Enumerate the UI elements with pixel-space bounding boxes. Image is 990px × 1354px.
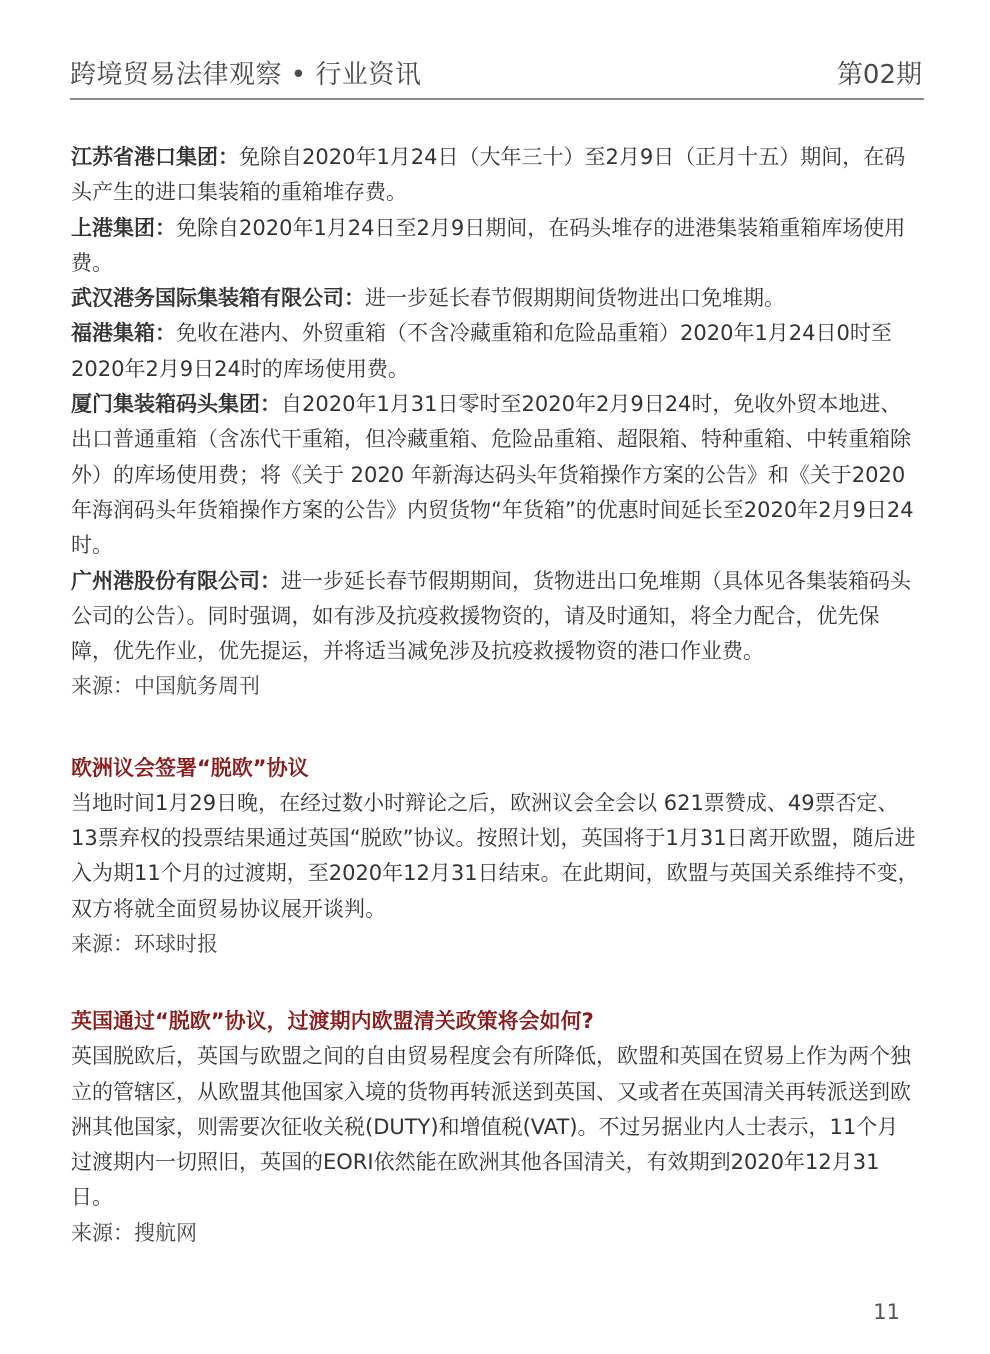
page-header bbox=[70, 52, 924, 100]
source-line: 来源：中国航务周刊 bbox=[71, 674, 260, 699]
separator: ： bbox=[155, 321, 176, 346]
separator: ： bbox=[260, 568, 281, 593]
source-line: 来源：搜航网 bbox=[71, 1220, 197, 1245]
port-detail: 免收在港内、外贸重箱（不含冷藏重箱和危险品重箱）2020年1月24日0时至2020年2月9日24时的库场使用费。 bbox=[71, 321, 892, 381]
article-uk-customs bbox=[71, 1003, 919, 1251]
article-title: 英国通过“脱欧”协议，过渡期内欧盟清关政策将会如何? bbox=[71, 1009, 594, 1034]
article-title: 欧洲议会签署“脱欧”协议 bbox=[71, 755, 309, 780]
port-item-guangzhou bbox=[71, 564, 919, 670]
article-body: 英国脱欧后，英国与欧盟之间的自由贸易程度会有所降低，欧盟和英国在贸易上作为两个独立的管辖区，从欧盟其他国家入境的货物再转派送到英国、又或者在英国清关再转派送到欧洲其他国家，则需要次征收关税(DUTY)和增值税(VAT)。不过另据业内人士表示，11个月过渡期内一切照旧，英国的EORI依然能在欧洲其他各国清关，有效期到2020年12月31 日。 bbox=[71, 1044, 911, 1210]
port-item-jiangsu bbox=[71, 140, 919, 211]
port-name: 武汉港务国际集装箱有限公司 bbox=[71, 286, 344, 311]
port-item-xiamen bbox=[71, 387, 919, 563]
source-line: 来源：环球时报 bbox=[71, 931, 218, 956]
port-name: 上港集团 bbox=[71, 215, 155, 240]
article-eu-parliament bbox=[71, 750, 919, 962]
port-name: 福港集箱 bbox=[71, 321, 155, 346]
issue-number: 第02期 bbox=[836, 60, 922, 90]
separator: ： bbox=[155, 215, 176, 240]
port-detail: 进一步延长春节假期期间货物进出口免堆期。 bbox=[365, 286, 785, 311]
port-item-fugang bbox=[71, 316, 919, 387]
port-detail: 自2020年1月31日零时至2020年2月9日24时，免收外贸本地进、出口普通重箱（含冻代干重箱，但冷藏重箱、危险品重箱、超限箱、特种重箱、中转重箱除外）的库场使用费；将《关于 2020 年新海达码头年货箱操作方案的公告》和《关于2020年海润码头年货箱操作方案的公告》内贸货物“年货箱”的优惠时间延长至2020年2月9日24时。 bbox=[71, 392, 914, 558]
port-detail: 进一步延长春节假期期间，货物进出口免堆期（具体见各集装箱码头公司的公告）。同时强调，如有涉及抗疫救援物资的，请及时通知，将全力配合，优先保障，优先作业，优先提运，并将适当减免涉及抗疫救援物资的港口作业费。 bbox=[71, 568, 911, 664]
port-item-wuhan bbox=[71, 281, 919, 316]
page-content bbox=[71, 140, 919, 1251]
separator: ： bbox=[344, 286, 365, 311]
port-name: 江苏省港口集团 bbox=[71, 145, 218, 169]
port-item-shanggang bbox=[71, 211, 919, 282]
port-fee-list bbox=[71, 140, 919, 705]
separator: ： bbox=[218, 145, 239, 169]
port-detail: 免除自2020年1月24日（大年三十）至2月9日（正月十五）期间，在码头产生的进口集装箱的重箱堆存费。 bbox=[71, 145, 906, 205]
article-body: 当地时间1月29日晚，在经过数小时辩论之后，欧洲议会全会以 621票赞成、49票否定、13票弃权的投票结果通过英国“脱欧”协议。按照计划，英国将于1月31日离开欧盟，随后进入为期11个月的过渡期，至2020年12月31日结束。在此期间，欧盟与英国关系维持不变，双方将就全面贸易协议展开谈判。 bbox=[71, 790, 919, 921]
newsletter-title: 跨境贸易法律观察 • 行业资讯 bbox=[70, 60, 422, 90]
port-detail: 免除自2020年1月24日至2月9日期间，在码头堆存的进港集装箱重箱库场使用费。 bbox=[71, 215, 906, 275]
port-name: 广州港股份有限公司 bbox=[71, 568, 260, 593]
port-name: 厦门集装箱码头集团 bbox=[71, 392, 260, 417]
separator: ： bbox=[260, 392, 281, 417]
page-number: 11 bbox=[873, 1300, 900, 1324]
